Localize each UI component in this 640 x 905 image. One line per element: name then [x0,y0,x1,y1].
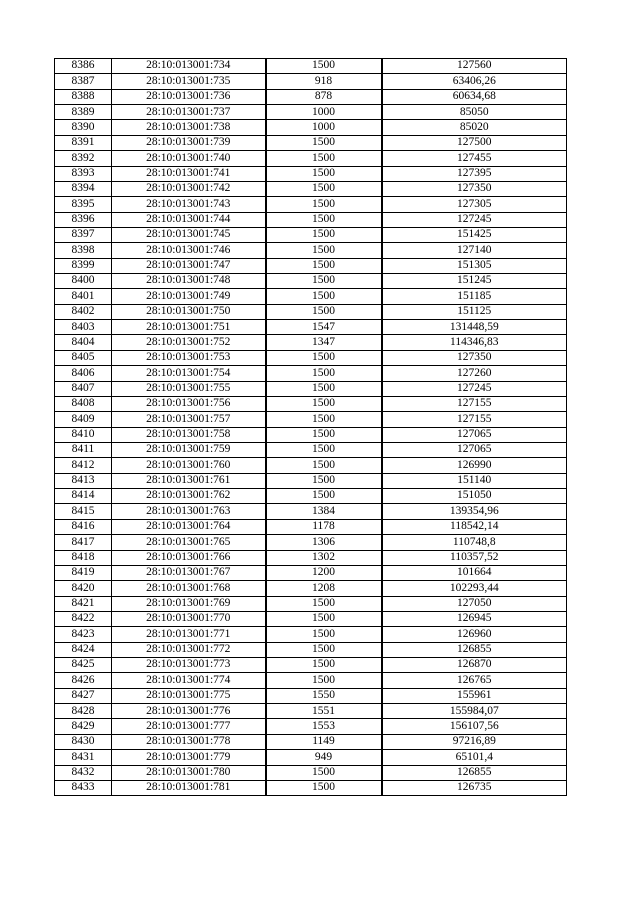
cadastral-number-cell: 28:10:013001:736 [112,89,266,104]
area-cell: 1302 [266,550,382,565]
area-cell: 1000 [266,105,382,120]
table-row [55,274,567,289]
cadastral-number-cell: 28:10:013001:740 [112,151,266,166]
row-number-cell: 8399 [55,258,112,273]
table-row [55,412,567,427]
cadastral-number-cell: 28:10:013001:771 [112,627,266,642]
area-cell: 1149 [266,734,382,749]
cadastral-number-cell: 28:10:013001:738 [112,120,266,135]
row-number-cell: 8419 [55,565,112,580]
row-number-cell: 8401 [55,289,112,304]
row-number-cell: 8387 [55,74,112,89]
table-row [55,473,567,488]
table-row [55,642,567,657]
cadastral-number-cell: 28:10:013001:757 [112,412,266,427]
table-row [55,135,567,150]
table-row [55,765,567,780]
area-cell: 1500 [266,473,382,488]
table-row [55,243,567,258]
row-number-cell: 8412 [55,458,112,473]
row-number-cell: 8418 [55,550,112,565]
area-cell: 1500 [266,596,382,611]
cadastral-number-cell: 28:10:013001:744 [112,212,266,227]
cadastral-number-cell: 28:10:013001:755 [112,381,266,396]
row-number-cell: 8420 [55,581,112,596]
value-cell: 127140 [382,243,567,258]
table-row [55,427,567,442]
value-cell: 127455 [382,151,567,166]
area-cell: 1500 [266,258,382,273]
area-cell: 1547 [266,320,382,335]
area-cell: 1500 [266,442,382,457]
cadastral-number-cell: 28:10:013001:768 [112,581,266,596]
value-cell: 151185 [382,289,567,304]
area-cell: 1500 [266,627,382,642]
area-cell: 1178 [266,519,382,534]
cadastral-number-cell: 28:10:013001:773 [112,658,266,673]
table-row [55,504,567,519]
area-cell: 1500 [266,381,382,396]
row-number-cell: 8391 [55,135,112,150]
table-row [55,335,567,350]
area-cell: 1500 [266,197,382,212]
value-cell: 127305 [382,197,567,212]
value-cell: 101664 [382,565,567,580]
value-cell: 110748,8 [382,535,567,550]
area-cell: 1500 [266,673,382,688]
row-number-cell: 8408 [55,396,112,411]
value-cell: 127245 [382,381,567,396]
area-cell: 1500 [266,243,382,258]
cadastral-number-cell: 28:10:013001:743 [112,197,266,212]
value-cell: 63406,26 [382,74,567,89]
value-cell: 155961 [382,688,567,703]
table-row [55,750,567,765]
table-row [55,181,567,196]
value-cell: 151140 [382,473,567,488]
row-number-cell: 8389 [55,105,112,120]
table-row [55,304,567,319]
row-number-cell: 8407 [55,381,112,396]
area-cell: 1306 [266,535,382,550]
cadastral-number-cell: 28:10:013001:781 [112,780,266,795]
area-cell: 1553 [266,719,382,734]
row-number-cell: 8402 [55,304,112,319]
land-plots-table [54,58,567,796]
value-cell: 118542,14 [382,519,567,534]
area-cell: 1500 [266,489,382,504]
area-cell: 1500 [266,658,382,673]
value-cell: 127155 [382,396,567,411]
row-number-cell: 8395 [55,197,112,212]
value-cell: 155984,07 [382,704,567,719]
table-row [55,105,567,120]
value-cell: 127260 [382,366,567,381]
area-cell: 1500 [266,166,382,181]
area-cell: 1500 [266,458,382,473]
cadastral-number-cell: 28:10:013001:775 [112,688,266,703]
row-number-cell: 8425 [55,658,112,673]
cadastral-number-cell: 28:10:013001:779 [112,750,266,765]
row-number-cell: 8426 [55,673,112,688]
value-cell: 110357,52 [382,550,567,565]
area-cell: 878 [266,89,382,104]
area-cell: 1500 [266,151,382,166]
row-number-cell: 8409 [55,412,112,427]
table-row [55,197,567,212]
table-row [55,627,567,642]
cadastral-number-cell: 28:10:013001:750 [112,304,266,319]
table-row [55,611,567,626]
area-cell: 1500 [266,611,382,626]
cadastral-number-cell: 28:10:013001:745 [112,227,266,242]
area-cell: 1208 [266,581,382,596]
cadastral-number-cell: 28:10:013001:758 [112,427,266,442]
cadastral-number-cell: 28:10:013001:767 [112,565,266,580]
row-number-cell: 8428 [55,704,112,719]
value-cell: 127155 [382,412,567,427]
row-number-cell: 8403 [55,320,112,335]
row-number-cell: 8415 [55,504,112,519]
table-row [55,381,567,396]
row-number-cell: 8433 [55,780,112,795]
area-cell: 918 [266,74,382,89]
value-cell: 126855 [382,642,567,657]
area-cell: 1500 [266,427,382,442]
cadastral-number-cell: 28:10:013001:772 [112,642,266,657]
table-row [55,59,567,74]
table-row [55,227,567,242]
value-cell: 102293,44 [382,581,567,596]
table-row [55,581,567,596]
table-row [55,596,567,611]
table-row [55,120,567,135]
value-cell: 156107,56 [382,719,567,734]
value-cell: 127350 [382,181,567,196]
row-number-cell: 8423 [55,627,112,642]
area-cell: 1000 [266,120,382,135]
area-cell: 1500 [266,642,382,657]
area-cell: 1551 [266,704,382,719]
value-cell: 126990 [382,458,567,473]
value-cell: 126870 [382,658,567,673]
area-cell: 1500 [266,304,382,319]
value-cell: 85050 [382,105,567,120]
cadastral-number-cell: 28:10:013001:742 [112,181,266,196]
cadastral-number-cell: 28:10:013001:766 [112,550,266,565]
value-cell: 60634,68 [382,89,567,104]
cadastral-number-cell: 28:10:013001:764 [112,519,266,534]
area-cell: 1347 [266,335,382,350]
row-number-cell: 8413 [55,473,112,488]
row-number-cell: 8410 [55,427,112,442]
row-number-cell: 8393 [55,166,112,181]
row-number-cell: 8424 [55,642,112,657]
cadastral-number-cell: 28:10:013001:735 [112,74,266,89]
table-row [55,489,567,504]
cadastral-number-cell: 28:10:013001:780 [112,765,266,780]
row-number-cell: 8396 [55,212,112,227]
row-number-cell: 8405 [55,350,112,365]
area-cell: 1500 [266,765,382,780]
value-cell: 85020 [382,120,567,135]
value-cell: 151305 [382,258,567,273]
row-number-cell: 8429 [55,719,112,734]
cadastral-number-cell: 28:10:013001:734 [112,59,266,74]
table-row [55,704,567,719]
cadastral-number-cell: 28:10:013001:753 [112,350,266,365]
row-number-cell: 8432 [55,765,112,780]
area-cell: 1500 [266,59,382,74]
table-row [55,74,567,89]
area-cell: 1500 [266,227,382,242]
area-cell: 949 [266,750,382,765]
value-cell: 126960 [382,627,567,642]
cadastral-number-cell: 28:10:013001:778 [112,734,266,749]
row-number-cell: 8406 [55,366,112,381]
area-cell: 1500 [266,289,382,304]
cadastral-number-cell: 28:10:013001:777 [112,719,266,734]
row-number-cell: 8411 [55,442,112,457]
value-cell: 127350 [382,350,567,365]
value-cell: 97216,89 [382,734,567,749]
cadastral-number-cell: 28:10:013001:751 [112,320,266,335]
area-cell: 1500 [266,396,382,411]
row-number-cell: 8417 [55,535,112,550]
table-row [55,258,567,273]
area-cell: 1500 [266,274,382,289]
row-number-cell: 8430 [55,734,112,749]
table-row [55,89,567,104]
cadastral-number-cell: 28:10:013001:754 [112,366,266,381]
row-number-cell: 8416 [55,519,112,534]
row-number-cell: 8431 [55,750,112,765]
cadastral-number-cell: 28:10:013001:763 [112,504,266,519]
row-number-cell: 8392 [55,151,112,166]
area-cell: 1500 [266,212,382,227]
row-number-cell: 8422 [55,611,112,626]
table-row [55,780,567,795]
value-cell: 126945 [382,611,567,626]
cadastral-number-cell: 28:10:013001:748 [112,274,266,289]
table-row [55,535,567,550]
table-row [55,658,567,673]
table-row [55,673,567,688]
value-cell: 127500 [382,135,567,150]
table-row [55,458,567,473]
table-row [55,166,567,181]
cadastral-number-cell: 28:10:013001:752 [112,335,266,350]
row-number-cell: 8398 [55,243,112,258]
value-cell: 127065 [382,442,567,457]
cadastral-number-cell: 28:10:013001:774 [112,673,266,688]
value-cell: 126735 [382,780,567,795]
value-cell: 127245 [382,212,567,227]
cadastral-number-cell: 28:10:013001:756 [112,396,266,411]
cadastral-number-cell: 28:10:013001:776 [112,704,266,719]
row-number-cell: 8388 [55,89,112,104]
table-row [55,320,567,335]
table-row [55,350,567,365]
table-row [55,212,567,227]
value-cell: 139354,96 [382,504,567,519]
row-number-cell: 8394 [55,181,112,196]
row-number-cell: 8397 [55,227,112,242]
cadastral-number-cell: 28:10:013001:746 [112,243,266,258]
area-cell: 1500 [266,350,382,365]
cadastral-number-cell: 28:10:013001:761 [112,473,266,488]
table-row [55,550,567,565]
cadastral-number-cell: 28:10:013001:749 [112,289,266,304]
table-row [55,719,567,734]
table-row [55,734,567,749]
value-cell: 126765 [382,673,567,688]
area-cell: 1500 [266,135,382,150]
table-row [55,565,567,580]
area-cell: 1500 [266,366,382,381]
cadastral-number-cell: 28:10:013001:737 [112,105,266,120]
row-number-cell: 8390 [55,120,112,135]
table-row [55,519,567,534]
cadastral-number-cell: 28:10:013001:747 [112,258,266,273]
value-cell: 151050 [382,489,567,504]
value-cell: 127050 [382,596,567,611]
value-cell: 151245 [382,274,567,289]
row-number-cell: 8400 [55,274,112,289]
value-cell: 127560 [382,59,567,74]
cadastral-number-cell: 28:10:013001:739 [112,135,266,150]
value-cell: 65101,4 [382,750,567,765]
row-number-cell: 8414 [55,489,112,504]
table-body [55,59,567,796]
area-cell: 1384 [266,504,382,519]
table-row [55,366,567,381]
row-number-cell: 8386 [55,59,112,74]
value-cell: 151425 [382,227,567,242]
cadastral-number-cell: 28:10:013001:741 [112,166,266,181]
value-cell: 131448,59 [382,320,567,335]
area-cell: 1200 [266,565,382,580]
area-cell: 1500 [266,412,382,427]
table-row [55,396,567,411]
cadastral-number-cell: 28:10:013001:770 [112,611,266,626]
table-row [55,442,567,457]
area-cell: 1550 [266,688,382,703]
cadastral-number-cell: 28:10:013001:759 [112,442,266,457]
area-cell: 1500 [266,780,382,795]
cadastral-number-cell: 28:10:013001:769 [112,596,266,611]
table-row [55,151,567,166]
row-number-cell: 8421 [55,596,112,611]
cadastral-number-cell: 28:10:013001:765 [112,535,266,550]
cadastral-number-cell: 28:10:013001:762 [112,489,266,504]
table-row [55,289,567,304]
cadastral-number-cell: 28:10:013001:760 [112,458,266,473]
row-number-cell: 8427 [55,688,112,703]
table-row [55,688,567,703]
row-number-cell: 8404 [55,335,112,350]
value-cell: 127395 [382,166,567,181]
value-cell: 127065 [382,427,567,442]
value-cell: 151125 [382,304,567,319]
value-cell: 114346,83 [382,335,567,350]
area-cell: 1500 [266,181,382,196]
value-cell: 126855 [382,765,567,780]
